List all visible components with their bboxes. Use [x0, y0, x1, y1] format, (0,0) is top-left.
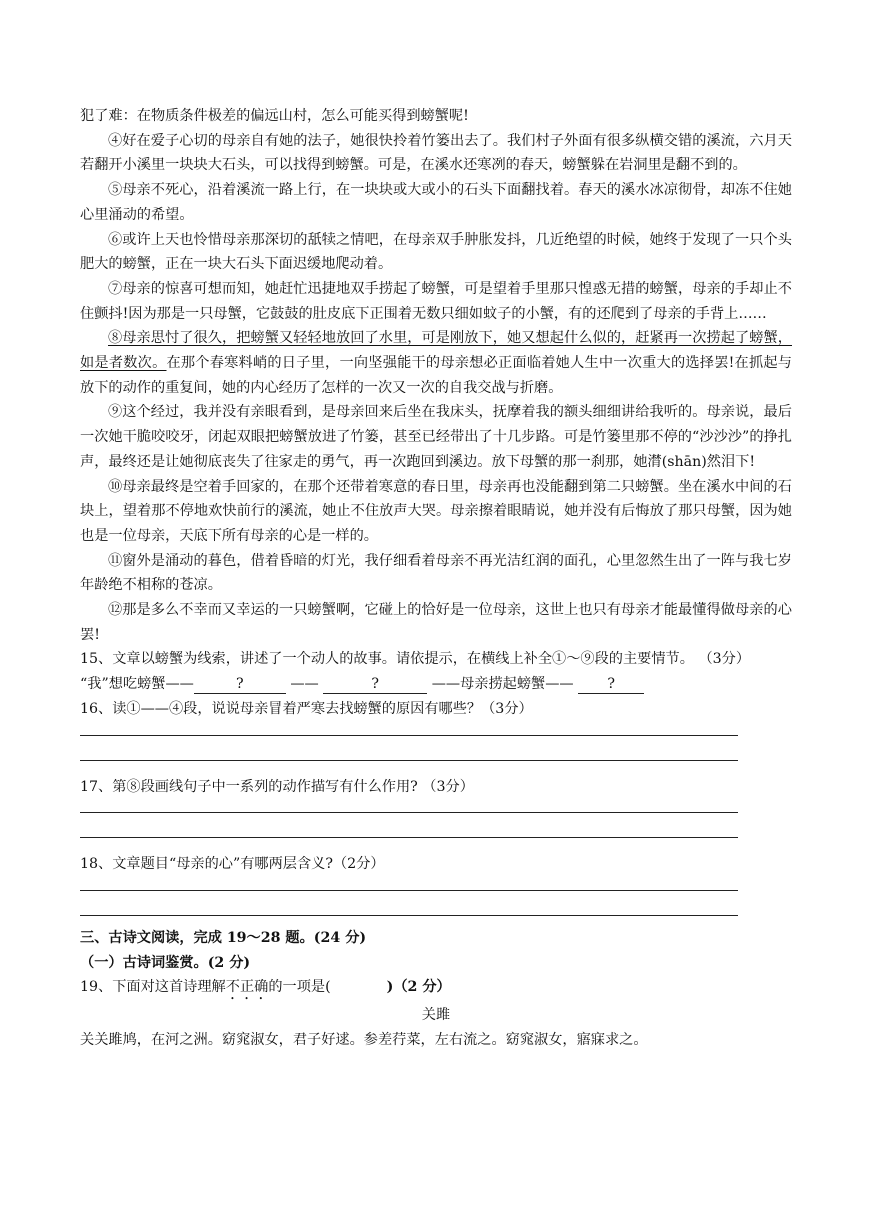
plot-start: “我”想吃螃蟹—— — [80, 676, 194, 693]
plot-blank-3[interactable]: ? — [578, 675, 644, 694]
plot-blank-2[interactable]: ? — [323, 675, 427, 694]
section-3-heading: 三、古诗文阅读，完成 19～28 题。(24 分) — [80, 929, 367, 946]
question-15: 15、文章以螃蟹为线索，讲述了一个动人的故事。请依提示，在横线上补全①～⑨段的主要情节。 （3分） — [80, 651, 751, 668]
paragraph-8 — [80, 326, 792, 400]
q19-prefix: 19、下面对这首诗理解 — [80, 979, 226, 996]
paragraph-10: ⑩母亲最终是空着手回家的，在那个还带着寒意的春日里，母亲再也没能翻到第二只螃蟹。坐在溪水中间的石块上，望着那不停地欢快前行的溪流，她止不住放声大哭。母亲擦着眼睛说，她并没有后悔放了那只母蟹，因为她也是一位母亲，天底下所有母亲的心是一样的。 — [80, 478, 792, 544]
paragraph-11: ⑪窗外是涌动的暮色，借着昏暗的灯光，我仔细看着母亲不再光洁红润的面孔，心里忽然生出了一阵与我七岁年龄绝不相称的苍凉。 — [80, 552, 792, 594]
paragraph-4: ④好在爱子心切的母亲自有她的法子，她很快拎着竹篓出去了。我们村子外面有很多纵横交错的溪流，六月天若翻开小溪里一块块大石头，可以找得到螃蟹。可是，在溪水还寒冽的春天，螃蟹躲在岩洞里是翻不到的。 — [80, 132, 792, 174]
question-18: 18、文章题目“母亲的心”有哪两层含义?（2分） — [80, 856, 385, 873]
poem-title: 关雎 — [421, 1007, 451, 1024]
question-17: 17、第⑧段画线句子中一系列的动作描写有什么作用? （3分） — [80, 778, 474, 795]
subsection-1-heading: （一）古诗词鉴赏。(2 分) — [80, 954, 251, 971]
underlined-sentence: ⑧母亲思忖了很久，把螃蟹又轻轻地放回了水里，可是刚放下，她又想起什么似的，赶紧再一次捞起了螃蟹，如是者数次。 — [80, 330, 792, 372]
q19-end: )（2 分） — [386, 979, 451, 996]
paragraph-12: ⑫那是多么不幸而又幸运的一只螃蟹啊，它碰上的恰好是一位母亲，这世上也只有母亲才能最懂得做母亲的心罢! — [80, 602, 792, 643]
paragraph-9: ⑨这个经过，我并没有亲眼看到，是母亲回来后坐在我床头，抚摩着我的额头细细讲给我听的。母亲说，最后一次她干脆咬咬牙，闭起双眼把螃蟹放进了竹篓，甚至已经带出了十几步路。可是竹篓里那不停的“沙沙沙”的挣扎声，最终还是让她彻底丧失了往家走的勇气，再一次跑回到溪边。放下母蟹的那一刹那，她潸(shān)然泪下! — [80, 404, 792, 470]
paragraph-8-rest: 在那个春寒料峭的日子里，一向坚强能干的母亲想必正面临着她人生中一次重大的选择罢!在抓起与放下的动作的重复间，她的内心经历了怎样的一次又一次的自我交战与折磨。 — [80, 355, 792, 396]
q19-post: 的一项是( — [268, 979, 331, 996]
question-15-plot-line — [80, 672, 792, 697]
question-16: 16、读①——④段，说说母亲冒着严寒去找螃蟹的原因有哪些？（3分） — [80, 700, 533, 717]
document-page — [80, 104, 792, 1053]
paragraph-3-end: 犯了难：在物质条件极差的偏远山村，怎么可能买得到螃蟹呢! — [80, 108, 469, 124]
paragraph-5: ⑤母亲不死心，沿着溪流一路上行，在一块块或大或小的石头下面翻找着。春天的溪水冰凉彻骨，却冻不住她心里涌动的希望。 — [80, 182, 792, 223]
paragraph-7: ⑦母亲的惊喜可想而知，她赶忙迅捷地双手捞起了螃蟹，可是望着手里那只惶惑无措的螃蟹，母亲的手却止不住颤抖!因为那是一只母蟹，它鼓鼓的肚皮底下正围着无数只细如蚊子的小蟹，有的还爬到了母亲的手背上…… — [80, 280, 792, 322]
q19-emphasis: 不正确 — [225, 979, 269, 996]
paragraph-6: ⑥或许上天也怜惜母亲那深切的舐犊之情吧，在母亲双手肿胀发抖，几近绝望的时候，她终于发现了一只个头肥大的螃蟹，正在一块大石头下面迟缓地爬动着。 — [80, 231, 792, 273]
poem-line: 关关雎鸠，在河之洲。窈窕淑女，君子好逑。参差荇菜，左右流之。窈窕淑女，寤寐求之。 — [80, 1032, 648, 1049]
plot-dash: —— — [285, 676, 324, 693]
plot-middle: ——母亲捞起螃蟹—— — [427, 676, 579, 693]
question-19 — [80, 975, 792, 1003]
plot-blank-1[interactable]: ? — [194, 675, 286, 694]
